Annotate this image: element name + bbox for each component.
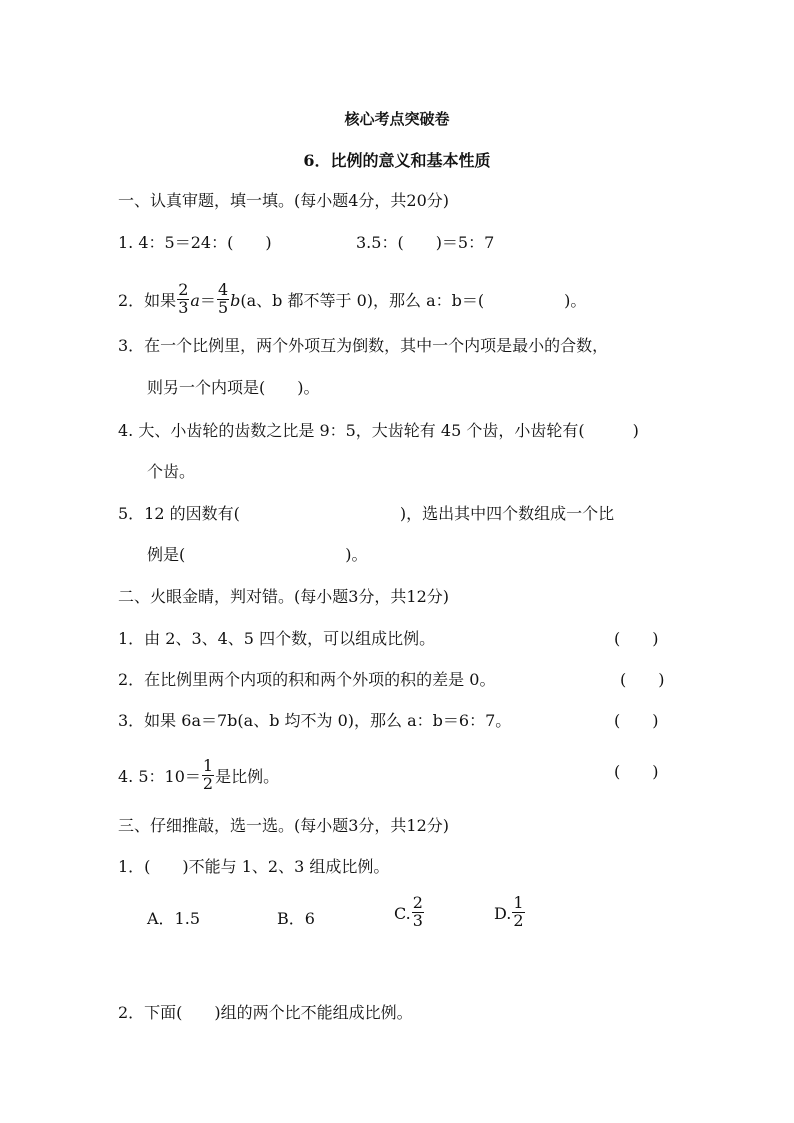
q2-middle: (a、b 都不等于 0)，那么 a：b＝( )。 bbox=[240, 290, 587, 310]
q2-var-a: a bbox=[190, 290, 200, 310]
s3-option-c bbox=[394, 893, 425, 932]
s3-option-c-den: 3 bbox=[412, 910, 423, 930]
s3-option-a: A．1.5 bbox=[147, 909, 201, 928]
s3-option-b: B．6 bbox=[277, 909, 315, 928]
s1-question-5-line2: 例是( )。 bbox=[147, 545, 368, 564]
section1-heading: 一、认真审题，填一填。(每小题4分，共20分) bbox=[118, 191, 450, 210]
s1-question-2 bbox=[118, 280, 587, 319]
q2-var-b: b bbox=[230, 290, 241, 310]
q2-fraction-1-num: 2 bbox=[178, 280, 189, 299]
s2-q4-fraction-den: 2 bbox=[202, 773, 214, 793]
s3-option-d-num: 1 bbox=[513, 893, 524, 912]
q2-fraction-2 bbox=[217, 282, 229, 317]
s2-q4-fraction-num: 1 bbox=[202, 756, 214, 775]
s2-q4-suffix: 是比例。 bbox=[215, 766, 280, 786]
s3-question-1: 1．( )不能与 1、2、3 组成比例。 bbox=[118, 857, 390, 876]
s2-item-2: 2．在比例里两个内项的积和两个外项的积的差是 0。 bbox=[118, 670, 496, 689]
q2-prefix: 2．如果 bbox=[118, 290, 177, 310]
s2-answer-1: ( ) bbox=[614, 629, 659, 648]
s2-item-3: 3．如果 6a＝7b(a、b 均不为 0)，那么 a：b＝6：7。 bbox=[118, 711, 512, 730]
s2-item-4 bbox=[118, 756, 280, 795]
s2-answer-2: ( ) bbox=[620, 670, 665, 689]
s3-option-c-num: 2 bbox=[412, 893, 423, 912]
s3-option-d-label: D. bbox=[494, 903, 512, 923]
s1-question-4-line1: 4. 大、小齿轮的齿数之比是 9：5，大齿轮有 45 个齿，小齿轮有( ) bbox=[118, 421, 639, 440]
s1-question-3-line1: 3．在一个比例里，两个外项互为倒数，其中一个内项是最小的合数， bbox=[118, 336, 609, 355]
section2-heading: 二、火眼金睛，判对错。(每小题3分，共12分) bbox=[118, 587, 450, 606]
s1-question-3-line2: 则另一个内项是( )。 bbox=[147, 378, 320, 397]
s1-question-4-line2: 个齿。 bbox=[147, 462, 196, 481]
s1-question-1a: 1. 4：5＝24：( ) bbox=[118, 233, 272, 252]
s2-answer-4: ( ) bbox=[614, 762, 659, 781]
s2-item-1: 1．由 2、3、4、5 四个数，可以组成比例。 bbox=[118, 629, 436, 648]
q2-fraction-2-num: 4 bbox=[217, 280, 229, 299]
q2-fraction-1 bbox=[177, 282, 189, 317]
s2-q4-prefix: 4. 5：10＝ bbox=[118, 766, 201, 786]
s3-option-d-den: 2 bbox=[513, 910, 524, 930]
q2-equals: ＝ bbox=[199, 290, 216, 310]
s3-option-c-label: C. bbox=[394, 903, 411, 923]
s3-question-2: 2．下面( )组的两个比不能组成比例。 bbox=[118, 1003, 413, 1022]
s3-option-d-fraction bbox=[512, 895, 524, 930]
q2-fraction-2-den: 5 bbox=[217, 297, 229, 317]
s2-q4-fraction bbox=[202, 758, 214, 793]
s1-question-5-line1: 5．12 的因数有( )，选出其中四个数组成一个比 bbox=[118, 504, 615, 523]
collection-title: 核心考点突破卷 bbox=[344, 110, 450, 128]
s2-answer-3: ( ) bbox=[614, 711, 659, 730]
s3-option-d bbox=[494, 893, 526, 932]
s1-question-1b: 3.5：( )＝5：7 bbox=[356, 233, 495, 252]
q2-fraction-1-den: 3 bbox=[178, 297, 189, 317]
section3-heading: 三、仔细推敲，选一选。(每小题3分，共12分) bbox=[118, 816, 450, 835]
page-title: 6．比例的意义和基本性质 bbox=[303, 151, 491, 170]
s3-option-c-fraction bbox=[412, 895, 424, 930]
